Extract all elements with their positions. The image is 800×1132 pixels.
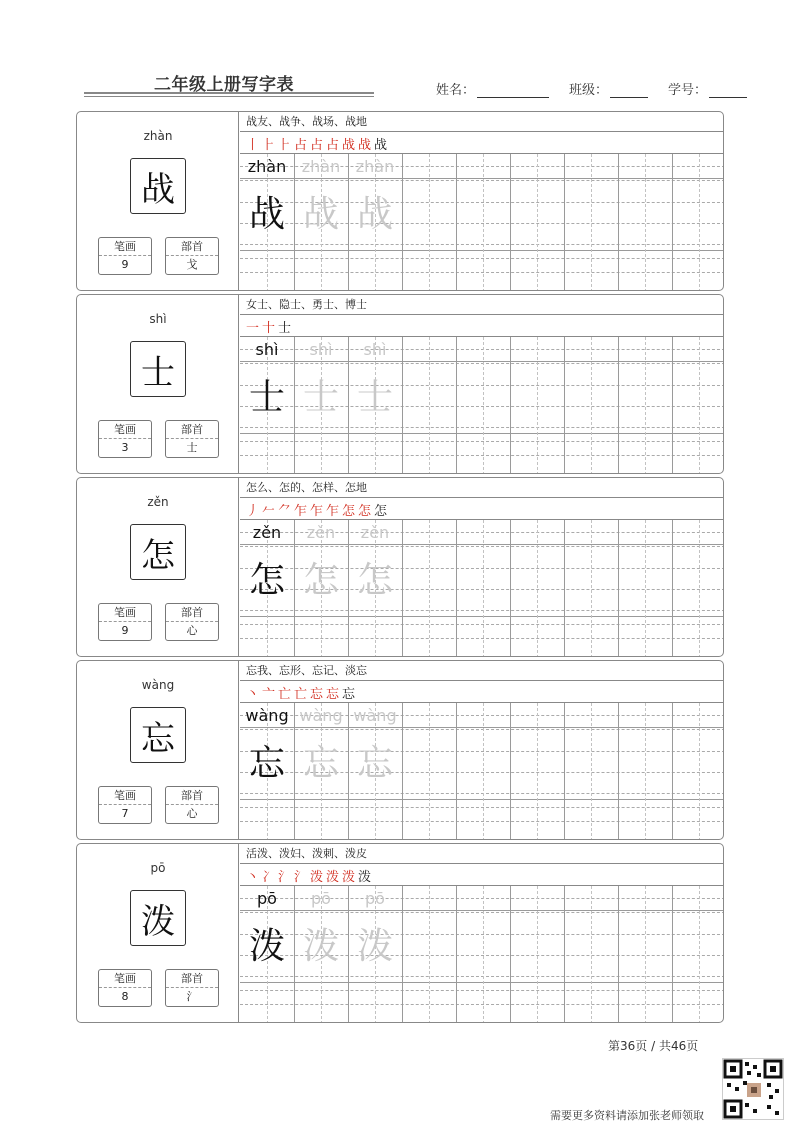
stroke-count-label: 笔画 [99,970,151,988]
radical-value: 氵 [186,990,198,1003]
grid-column-line [672,337,673,474]
trace-pinyin: zhàn [301,157,341,176]
writing-grid[interactable] [240,703,724,840]
stroke-order-row [240,132,724,154]
stroke-count-box [98,420,152,458]
character-card [76,843,724,1023]
character-info-pane [77,295,239,473]
grid-column-line [510,703,511,840]
student-number-field[interactable] [709,84,747,98]
trace-pinyin: shì [363,340,387,359]
trace-pinyin: shì [309,340,333,359]
stroke-step: 泼 [326,870,340,885]
student-info-fields [436,79,747,98]
grid-center-guide [537,703,538,840]
stroke-step: 泼 [310,870,324,885]
grid-column-line [672,154,673,291]
trace-pinyin: wàng [299,706,343,725]
pinyin-label: shì [149,312,167,326]
stroke-step: 亡 [278,687,292,702]
grid-column-line [510,886,511,1023]
grid-line [240,982,724,983]
writing-grid[interactable] [240,886,724,1023]
stroke-step: 士 [278,321,292,336]
pinyin-label: wàng [141,678,175,692]
grid-column-line [564,886,565,1023]
grid-line [240,250,724,251]
class-field[interactable] [610,84,648,98]
grid-center-guide [591,154,592,291]
grid-guide-line [240,807,724,808]
example-words: 忘我、忘形、忘记、淡忘 [240,661,724,681]
character-display: 怎 [130,524,186,580]
character-card [76,477,724,657]
model-character: 士 [248,376,285,418]
stroke-step: 占 [310,138,324,153]
stroke-count-box [98,786,152,824]
grid-column-line [510,154,511,291]
stroke-step: 怎 [374,504,388,519]
page-number: 第36页 / 共46页 [608,1039,699,1053]
radical-value: 心 [186,807,198,820]
grid-guide-line [240,363,724,364]
stroke-step: 乍 [326,504,340,519]
grid-column-line [618,154,619,291]
grid-column-line [564,337,565,474]
grid-line [240,544,724,545]
grid-column-line [402,520,403,657]
model-character: 怎 [248,559,285,601]
grid-center-guide [429,703,430,840]
grid-center-guide [483,154,484,291]
grid-column-line [618,703,619,840]
trace-pinyin: zěn [360,523,390,542]
trace-pinyin: pō [311,889,331,908]
character-info-pane [77,844,239,1022]
stroke-order-row [240,498,724,520]
title-underline [84,92,374,94]
grid-column-line [510,337,511,474]
grid-center-guide [483,337,484,474]
radical-label: 部首 [166,421,218,439]
grid-line [240,910,724,911]
model-character: 泼 [248,925,285,967]
radical-label: 部首 [166,604,218,622]
trace-pinyin: wàng [353,706,397,725]
stroke-step: 𠂉 [262,504,276,519]
grid-center-guide [429,520,430,657]
model-pinyin: zhàn [247,157,287,176]
trace-character: 士 [356,376,393,418]
trace-character: 泼 [356,925,393,967]
stroke-step: 泼 [358,870,372,885]
grid-line [240,178,724,179]
stroke-step: 丨 [246,138,260,153]
grid-column-line [456,520,457,657]
grid-center-guide [699,703,700,840]
grid-center-guide [699,154,700,291]
grid-center-guide [699,520,700,657]
grid-center-guide [645,520,646,657]
stroke-count-value: 9 [121,624,129,637]
grid-center-guide [591,703,592,840]
stroke-step: 丶 [246,870,260,885]
grid-guide-line [240,258,724,259]
grid-column-line [402,703,403,840]
example-words: 战友、战争、战场、战地 [240,112,724,132]
radical-box [165,237,219,275]
example-words: 怎么、怎的、怎样、怎地 [240,478,724,498]
model-character: 忘 [248,742,285,784]
grid-guide-line [240,990,724,991]
stroke-order-row [240,681,724,703]
grid-column-line [456,154,457,291]
stroke-count-value: 3 [121,441,129,454]
grid-guide-line [240,976,724,977]
stroke-step: 忘 [326,687,340,702]
character-display: 士 [130,341,186,397]
grid-guide-line [240,1004,724,1005]
radical-value: 士 [186,441,198,454]
grid-center-guide [645,703,646,840]
character-info-pane [77,661,239,839]
stroke-count-label: 笔画 [99,238,151,256]
grid-center-guide [483,703,484,840]
grid-center-guide [537,520,538,657]
page-title: 二年级上册写字表 [154,75,294,95]
grid-center-guide [591,337,592,474]
example-words: 活泼、泼妇、泼刺、泼皮 [240,844,724,864]
grid-line [240,433,724,434]
grid-column-line [456,886,457,1023]
trace-character: 忘 [302,742,339,784]
grid-center-guide [429,337,430,474]
trace-pinyin: zhàn [355,157,395,176]
trace-pinyin: pō [365,889,385,908]
model-character: 战 [248,193,285,235]
radical-box [165,420,219,458]
stroke-count-value: 9 [121,258,129,271]
grid-guide-line [240,180,724,181]
stroke-order-row [240,864,724,886]
trace-character: 战 [302,193,339,235]
character-display: 忘 [130,707,186,763]
grid-line [240,616,724,617]
grid-center-guide [699,337,700,474]
radical-box [165,969,219,1007]
grid-line [240,727,724,728]
grid-guide-line [240,427,724,428]
stroke-step: 怎 [358,504,372,519]
grid-column-line [618,337,619,474]
grid-guide-line [240,244,724,245]
grid-guide-line [240,272,724,273]
stroke-step: 亠 [262,687,276,702]
grid-column-line [564,520,565,657]
grid-column-line [672,886,673,1023]
stroke-step: ⺊ [278,138,292,153]
model-pinyin: shì [255,340,279,359]
stroke-step: 氵 [278,870,292,885]
grid-center-guide [645,337,646,474]
trace-character: 忘 [356,742,393,784]
grid-center-guide [429,886,430,1023]
stroke-step: 战 [358,138,372,153]
class-label: 班级： [569,83,609,98]
grid-center-guide [591,520,592,657]
grid-center-guide [699,886,700,1023]
pinyin-label: pō [150,861,166,875]
grid-guide-line [240,610,724,611]
grid-guide-line [240,912,724,913]
writing-grid[interactable] [240,154,724,291]
stroke-step: 怎 [342,504,356,519]
grid-guide-line [240,821,724,822]
character-display: 泼 [130,890,186,946]
stroke-count-label: 笔画 [99,604,151,622]
stroke-step: ⺈ [278,504,292,519]
name-field[interactable] [477,84,549,98]
character-card [76,294,724,474]
stroke-count-label: 笔画 [99,787,151,805]
stroke-step: ⺊ [262,138,276,153]
grid-center-guide [483,520,484,657]
stroke-step: 亡 [294,687,308,702]
grid-center-guide [483,886,484,1023]
grid-center-guide [537,337,538,474]
grid-column-line [456,703,457,840]
stroke-step: 冫 [262,870,276,885]
trace-character: 怎 [356,559,393,601]
stroke-count-box [98,237,152,275]
stroke-step: 一 [246,321,260,336]
grid-column-line [618,520,619,657]
stroke-order-row [240,315,724,337]
stroke-step: 乍 [310,504,324,519]
grid-column-line [510,520,511,657]
stroke-step: 忘 [342,687,356,702]
grid-center-guide [645,886,646,1023]
grid-center-guide [645,154,646,291]
stroke-step: 占 [294,138,308,153]
radical-value: 戈 [186,258,198,271]
grid-guide-line [240,455,724,456]
character-display: 战 [130,158,186,214]
trace-character: 士 [302,376,339,418]
grid-guide-line [240,624,724,625]
model-pinyin: pō [257,889,277,908]
stroke-step: 乍 [294,504,308,519]
grid-center-guide [591,886,592,1023]
radical-label: 部首 [166,238,218,256]
character-info-pane [77,478,239,656]
student-number-label: 学号： [668,83,708,98]
grid-column-line [402,886,403,1023]
grid-column-line [402,337,403,474]
grid-column-line [672,520,673,657]
stroke-step: 战 [342,138,356,153]
grid-column-line [672,703,673,840]
pinyin-label: zěn [147,495,169,509]
grid-guide-line [240,638,724,639]
stroke-step: 十 [262,321,276,336]
grid-column-line [564,154,565,291]
example-words: 女士、隐士、勇士、博士 [240,295,724,315]
character-card [76,660,724,840]
trace-character: 泼 [302,925,339,967]
grid-column-line [402,154,403,291]
pinyin-label: zhàn [143,129,173,143]
grid-line [240,799,724,800]
footer-note: 需要更多资料请添加张老师领取 [550,1109,704,1122]
stroke-count-value: 7 [121,807,129,820]
trace-character: 战 [356,193,393,235]
grid-column-line [456,337,457,474]
radical-box [165,603,219,641]
stroke-count-label: 笔画 [99,421,151,439]
stroke-step: 氵 [294,870,308,885]
model-pinyin: wàng [245,706,289,725]
trace-character: 怎 [302,559,339,601]
stroke-step: 泼 [342,870,356,885]
writing-grid[interactable] [240,520,724,657]
grid-center-guide [537,154,538,291]
qr-code-image [722,1058,784,1120]
grid-guide-line [240,729,724,730]
radical-label: 部首 [166,970,218,988]
grid-column-line [564,703,565,840]
stroke-step: 丿 [246,504,260,519]
name-label: 姓名： [436,83,476,98]
writing-grid[interactable] [240,337,724,474]
grid-center-guide [429,154,430,291]
model-pinyin: zěn [252,523,282,542]
character-info-pane [77,112,239,290]
grid-guide-line [240,793,724,794]
grid-column-line [618,886,619,1023]
grid-guide-line [240,546,724,547]
stroke-step: 丶 [246,687,260,702]
stroke-step: 占 [326,138,340,153]
trace-pinyin: zěn [306,523,336,542]
grid-center-guide [537,886,538,1023]
title-underline-thin [84,96,374,97]
grid-line [240,361,724,362]
radical-box [165,786,219,824]
stroke-step: 战 [374,138,388,153]
grid-guide-line [240,441,724,442]
stroke-step: 忘 [310,687,324,702]
stroke-count-box [98,603,152,641]
character-card [76,111,724,291]
radical-label: 部首 [166,787,218,805]
stroke-count-value: 8 [121,990,129,1003]
radical-value: 心 [186,624,198,637]
stroke-count-box [98,969,152,1007]
